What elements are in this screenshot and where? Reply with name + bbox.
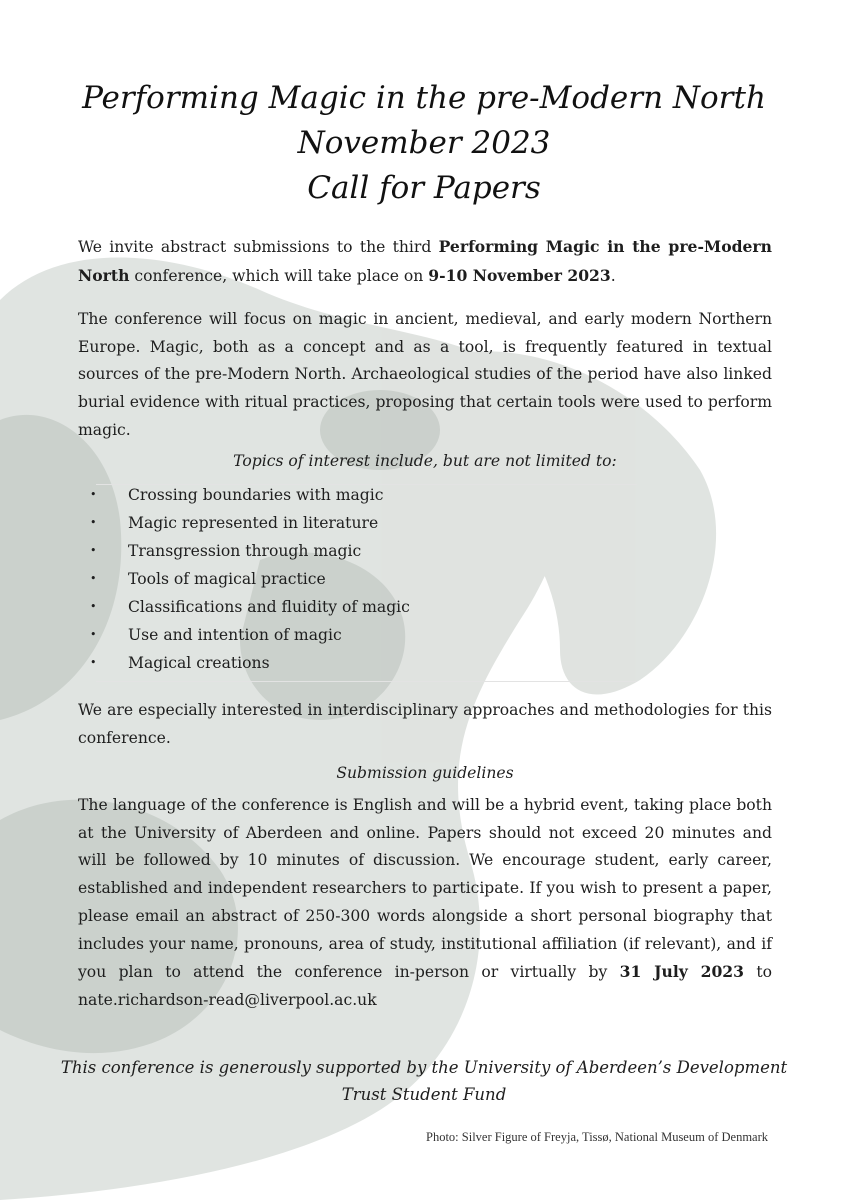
- intro-text-start: We invite abstract submissions to the third: [78, 238, 439, 256]
- submission-paragraph: [78, 792, 772, 1015]
- topic-item: [90, 649, 650, 677]
- photo-credit: Photo: Silver Figure of Freyja, Tissø, National Museum of Denmark: [426, 1130, 768, 1144]
- submission-deadline: 31 July 2023: [619, 962, 745, 982]
- topic-item: [90, 565, 650, 593]
- topic-item: [90, 593, 650, 621]
- focus-paragraph: The conference will focus on magic in ancient, medieval, and early modern Northern Europe. Magic, both as a concept and as a tool, is frequently featured in textual sources of the pre-Modern North. Archaeological studies of the period have also linked burial evidence with ritual practices, proposing that certain tools were used to perform magic.: [78, 310, 772, 439]
- funding-line-2: Trust Student Fund: [341, 1085, 507, 1104]
- bullet-icon: •: [90, 572, 97, 585]
- conference-dates: 9-10 November 2023: [428, 265, 611, 285]
- bullet-icon: •: [90, 656, 97, 669]
- topic-label: Transgression through magic: [128, 542, 362, 560]
- topics-heading: Topics of interest include, but are not limited to:: [233, 452, 617, 470]
- topic-label: Classifications and fluidity of magic: [128, 598, 410, 616]
- bullet-icon: •: [90, 544, 97, 557]
- intro-text-middle: conference, which will take place on: [129, 266, 429, 285]
- title-line-conference: Performing Magic in the pre-Modern North: [82, 80, 766, 116]
- conference-name: Performing Magic in the pre-Modern North: [78, 237, 772, 285]
- funding-acknowledgement: [60, 1054, 788, 1108]
- submission-heading: Submission guidelines: [336, 764, 514, 782]
- bullet-icon: •: [90, 516, 97, 529]
- topic-label: Use and intention of magic: [128, 626, 342, 644]
- bullet-icon: •: [90, 600, 97, 613]
- intro-paragraph: [78, 233, 772, 290]
- topics-list: [90, 481, 650, 677]
- topic-item: [90, 621, 650, 649]
- topic-item: [90, 537, 650, 565]
- topic-label: Magic represented in literature: [128, 514, 379, 532]
- intro-text-end: .: [610, 266, 616, 285]
- bullet-icon: •: [90, 488, 97, 501]
- contact-email-link[interactable]: nate.richardson-read@liverpool.ac.uk: [78, 990, 377, 1009]
- topic-item: [90, 481, 650, 509]
- funding-line-1: This conference is generously supported by the University of Aberdeen’s Development: [60, 1058, 788, 1077]
- topic-item: [90, 509, 650, 537]
- topic-label: Crossing boundaries with magic: [128, 486, 384, 504]
- bullet-icon: •: [90, 628, 97, 641]
- title-line-date: November 2023: [297, 125, 551, 161]
- submission-text: The language of the conference is English and will be a hybrid event, taking place both at the University of Aberdeen and online. Papers should not exceed 20 minutes and will be followed by 10 minutes of discussion. We encourage student, early career, established and independent researchers to participate. If you wish to present a paper, please email an abstract of 250-300 words alongside a short personal biography that includes your name, pronouns, area of study, institutional affiliation (if relevant), and if you plan to attend the conference in-person or virtually by: [78, 796, 772, 982]
- topics-divider-bottom: [96, 681, 637, 682]
- title-line-call: Call for Papers: [307, 170, 541, 206]
- topic-label: Tools of magical practice: [128, 570, 326, 588]
- interest-paragraph: We are especially interested in interdisciplinary approaches and methodologies for this conference.: [78, 701, 772, 747]
- submission-text-to: to: [744, 963, 772, 982]
- page-title: [60, 76, 788, 211]
- topic-label: Magical creations: [128, 654, 270, 672]
